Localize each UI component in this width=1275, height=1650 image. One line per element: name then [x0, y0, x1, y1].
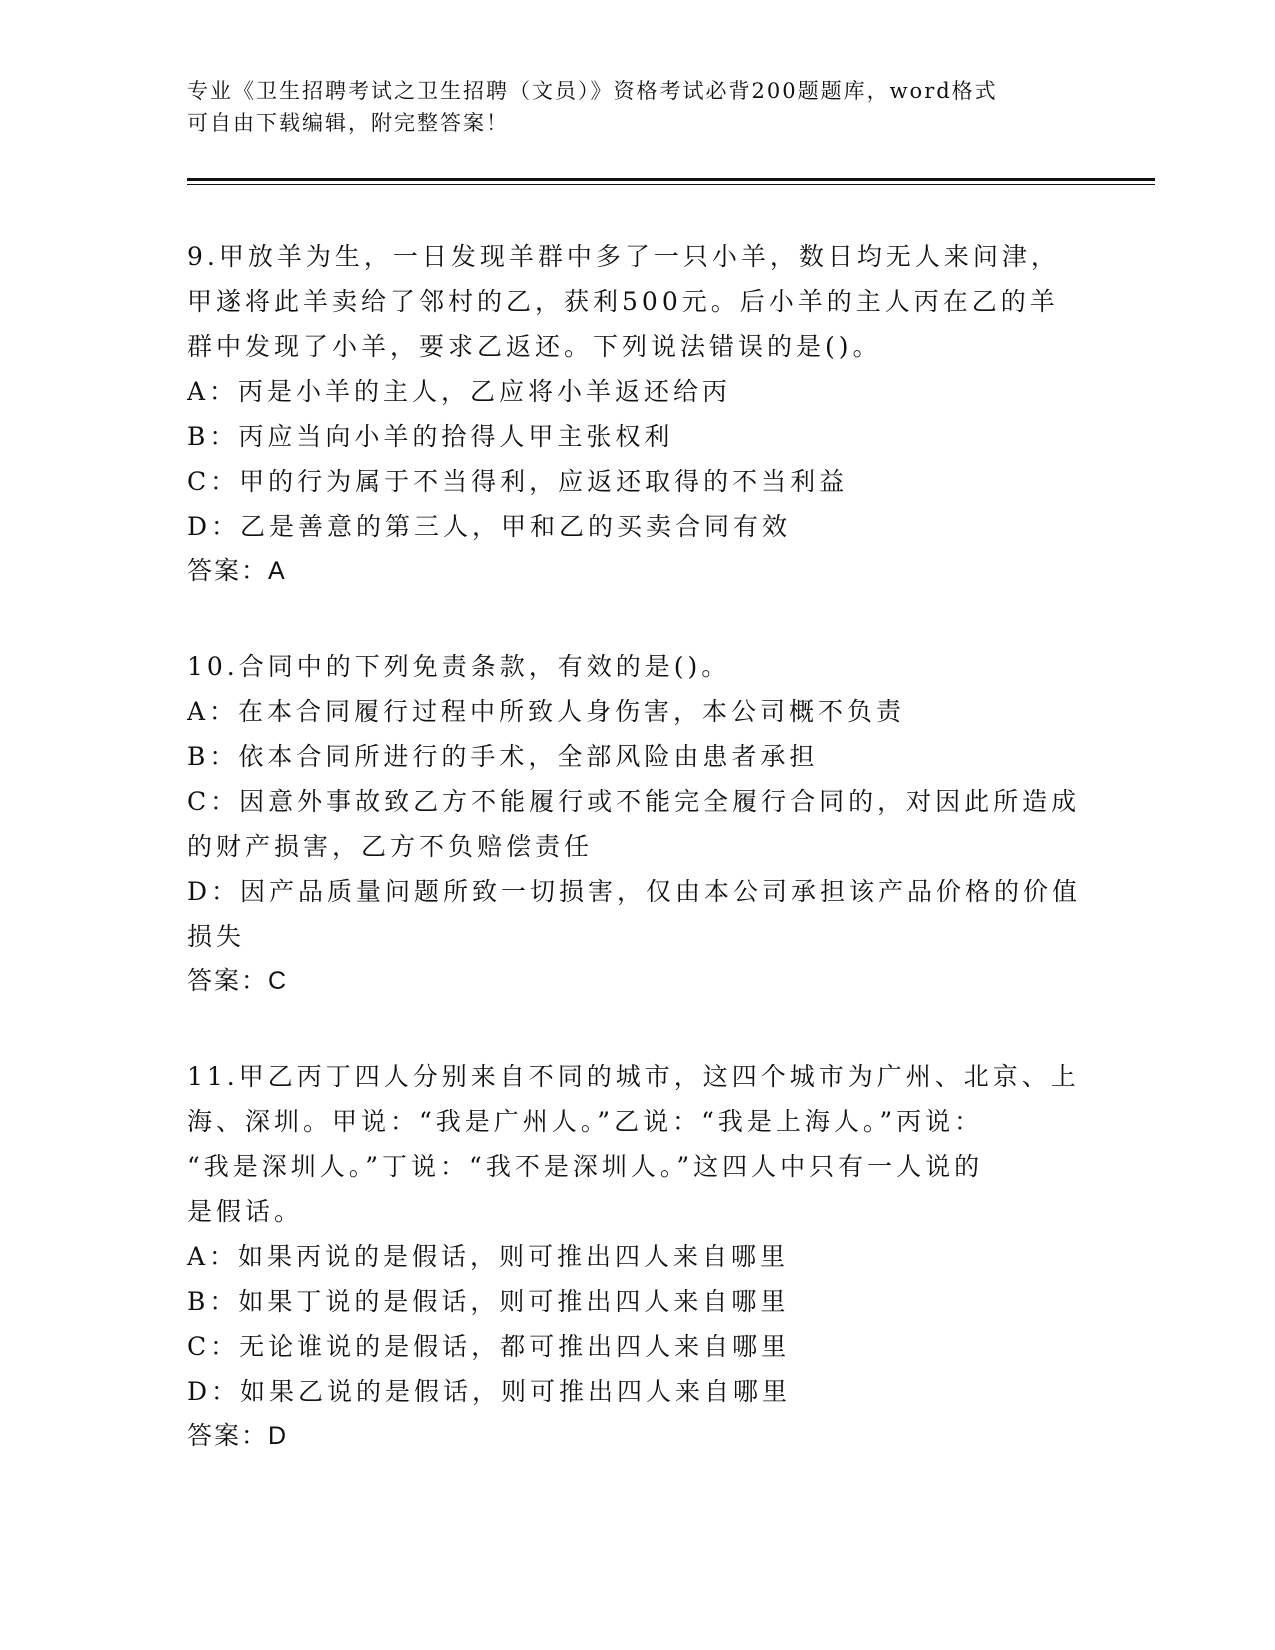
option-c: C：无论谁说的是假话，都可推出四人来自哪里 — [187, 1332, 791, 1361]
option-d: D：因产品质量问题所致一切损害，仅由本公司承担该产品价格的价值 — [187, 877, 1082, 906]
question-9 — [187, 234, 1077, 594]
question-11 — [187, 1054, 1080, 1459]
option-d: D：乙是善意的第三人，甲和乙的买卖合同有效 — [187, 512, 792, 541]
header-line: 可自由下载编辑，附完整答案！ — [187, 111, 509, 135]
answer-label: 答案：D — [187, 1422, 289, 1450]
option-c-continued: 的财产损害，乙方不负赔偿责任 — [187, 832, 594, 861]
question-text-line: “我是深圳人。”丁说：“我不是深圳人。”这四人中只有一人说的 — [187, 1152, 984, 1181]
document-header — [187, 75, 1067, 139]
answer-label: 答案：C — [187, 967, 289, 995]
question-text-line: 是假话。 — [187, 1197, 304, 1226]
option-a: A：如果丙说的是假话，则可推出四人来自哪里 — [187, 1242, 790, 1271]
option-b: B：如果丁说的是假话，则可推出四人来自哪里 — [187, 1287, 790, 1316]
question-text-line: 10.合同中的下列免责条款，有效的是()。 — [187, 652, 731, 681]
option-b: B：丙应当向小羊的拾得人甲主张权利 — [187, 422, 674, 451]
header-divider-thick — [187, 178, 1155, 181]
header-divider-thin — [187, 184, 1155, 185]
question-10 — [187, 644, 1082, 1004]
header-line: 专业《卫生招聘考试之卫生招聘（文员）》资格考试必背200题题库，word格式 — [187, 79, 998, 103]
option-a: A：在本合同履行过程中所致人身伤害，本公司概不负责 — [187, 697, 906, 726]
question-text-line: 甲遂将此羊卖给了邻村的乙，获利500元。后小羊的主人丙在乙的羊 — [187, 287, 1059, 316]
answer-label: 答案：A — [187, 557, 287, 585]
option-a: A：丙是小羊的主人，乙应将小羊返还给丙 — [187, 377, 732, 406]
question-text-line: 11.甲乙丙丁四人分别来自不同的城市，这四个城市为广州、北京、上 — [187, 1062, 1080, 1091]
option-c: C：因意外事故致乙方不能履行或不能完全履行合同的，对因此所造成 — [187, 787, 1081, 816]
question-text-line: 9.甲放羊为生，一日发现羊群中多了一只小羊，数日均无人来问津， — [187, 242, 1060, 271]
option-d-continued: 损失 — [187, 922, 246, 951]
option-b: B：依本合同所进行的手术，全部风险由患者承担 — [187, 742, 819, 771]
question-text-line: 海、深圳。甲说：“我是广州人。”乙说：“我是上海人。”丙说： — [187, 1107, 984, 1136]
question-text-line: 群中发现了小羊，要求乙返还。下列说法错误的是()。 — [187, 332, 882, 361]
option-d: D：如果乙说的是假话，则可推出四人来自哪里 — [187, 1377, 792, 1406]
option-c: C：甲的行为属于不当得利，应返还取得的不当利益 — [187, 467, 849, 496]
